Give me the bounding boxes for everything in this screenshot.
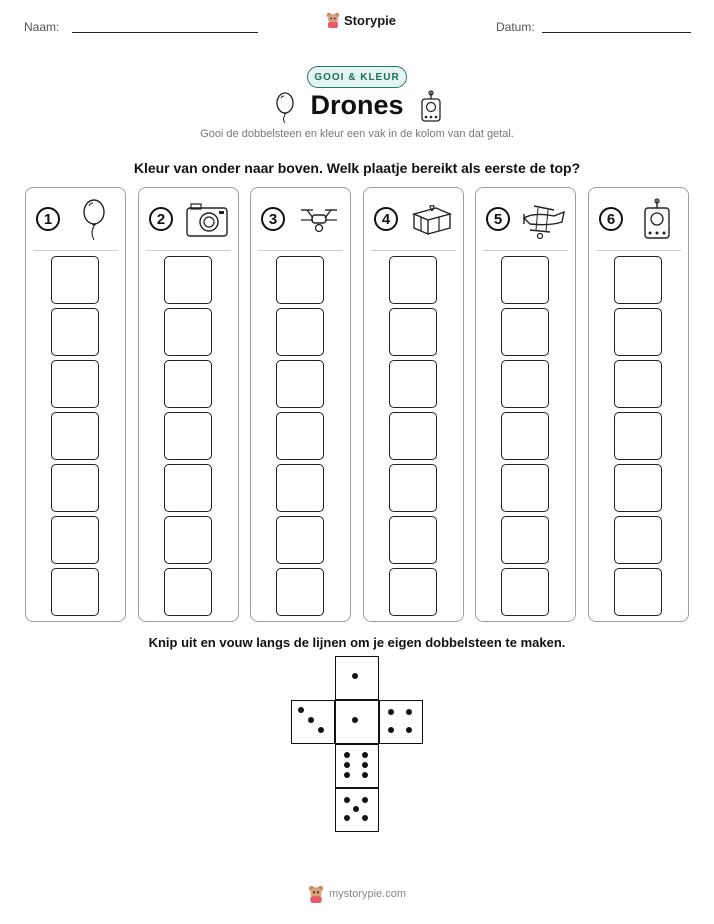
color-box[interactable] (276, 516, 324, 564)
die-pip (352, 717, 358, 723)
date-line (542, 32, 691, 33)
column-header (251, 198, 350, 242)
column-number: 5 (486, 207, 510, 231)
column-number: 3 (261, 207, 285, 231)
color-box[interactable] (501, 256, 549, 304)
color-box[interactable] (614, 568, 662, 616)
column-5 (475, 187, 576, 622)
die-pip (298, 707, 304, 713)
column-divider (146, 250, 231, 251)
page-subtitle: Gooi de dobbelsteen en kleur een vak in de kolom van dat getal. (200, 128, 514, 140)
die-pip (362, 762, 368, 768)
die-pip (362, 797, 368, 803)
instruction-text: Kleur van onder naar boven. Welk plaatje bereikt als eerste de top? (133, 160, 581, 176)
column-number: 4 (374, 207, 398, 231)
column-header (364, 198, 463, 242)
color-box[interactable] (164, 516, 212, 564)
die-pip (344, 752, 350, 758)
brand-name: Storypie (344, 12, 397, 28)
color-box[interactable] (501, 360, 549, 408)
die-pip (353, 806, 359, 812)
color-box[interactable] (276, 360, 324, 408)
color-box[interactable] (51, 256, 99, 304)
color-box[interactable] (389, 308, 437, 356)
color-box[interactable] (614, 516, 662, 564)
color-box[interactable] (51, 360, 99, 408)
color-box[interactable] (51, 464, 99, 512)
name-line (72, 32, 258, 33)
column-divider (33, 250, 118, 251)
die-face-3 (291, 700, 335, 744)
column-divider (371, 250, 456, 251)
name-label: Naam: (24, 20, 60, 34)
die-pip (388, 727, 394, 733)
column-number: 1 (36, 207, 60, 231)
footer-url[interactable]: mystorypie.com (329, 888, 407, 900)
footer (308, 885, 406, 903)
column-header (139, 198, 238, 242)
color-box[interactable] (164, 256, 212, 304)
column-number: 2 (149, 207, 173, 231)
color-box[interactable] (614, 308, 662, 356)
camera-icon (183, 198, 231, 242)
bear-icon (308, 885, 324, 903)
color-box[interactable] (614, 464, 662, 512)
die-face-1 (335, 656, 379, 700)
die-pip (362, 752, 368, 758)
color-box[interactable] (276, 568, 324, 616)
color-box[interactable] (389, 516, 437, 564)
balloon-icon (70, 198, 118, 242)
die-pip (308, 717, 314, 723)
color-box[interactable] (164, 464, 212, 512)
die-face-1 (335, 700, 379, 744)
color-box[interactable] (501, 464, 549, 512)
column-2 (138, 187, 239, 622)
biplane-icon (520, 198, 568, 242)
color-box[interactable] (501, 412, 549, 460)
die-pip (318, 727, 324, 733)
gift-icon (408, 198, 456, 242)
column-divider (258, 250, 343, 251)
color-box[interactable] (276, 256, 324, 304)
die-pip (344, 815, 350, 821)
color-box[interactable] (389, 256, 437, 304)
color-box[interactable] (389, 568, 437, 616)
color-box[interactable] (389, 360, 437, 408)
color-box[interactable] (614, 360, 662, 408)
activity-badge: GOOI & KLEUR (307, 66, 407, 88)
page-title: Drones (310, 90, 404, 120)
die-face-4 (379, 700, 423, 744)
brand-logo (326, 12, 396, 28)
column-header (476, 198, 575, 242)
robot-icon (633, 198, 681, 242)
die-pip (344, 772, 350, 778)
color-box[interactable] (51, 568, 99, 616)
die-pip (362, 815, 368, 821)
column-6 (588, 187, 689, 622)
color-box[interactable] (164, 360, 212, 408)
color-box[interactable] (276, 464, 324, 512)
color-box[interactable] (389, 412, 437, 460)
column-divider (596, 250, 681, 251)
color-box[interactable] (164, 568, 212, 616)
column-1 (25, 187, 126, 622)
color-box[interactable] (51, 516, 99, 564)
color-box[interactable] (164, 412, 212, 460)
column-number: 6 (599, 207, 623, 231)
date-label: Datum: (496, 20, 535, 34)
bear-icon (326, 12, 340, 28)
drone-icon (295, 198, 343, 242)
color-box[interactable] (614, 256, 662, 304)
cut-instruction: Knip uit en vouw langs de lijnen om je eigen dobbelsteen te maken. (148, 635, 566, 650)
color-box[interactable] (501, 308, 549, 356)
die-pip (362, 772, 368, 778)
die-pip (406, 727, 412, 733)
color-box[interactable] (276, 308, 324, 356)
die-pip (344, 762, 350, 768)
color-box[interactable] (51, 412, 99, 460)
column-3 (250, 187, 351, 622)
color-box[interactable] (614, 412, 662, 460)
robot-icon (418, 90, 444, 124)
color-box[interactable] (276, 412, 324, 460)
die-pip (352, 673, 358, 679)
die-face-5 (335, 788, 379, 832)
column-header (26, 198, 125, 242)
color-box[interactable] (164, 308, 212, 356)
column-4 (363, 187, 464, 622)
color-box[interactable] (501, 568, 549, 616)
column-header (589, 198, 688, 242)
color-box[interactable] (51, 308, 99, 356)
column-divider (483, 250, 568, 251)
color-box[interactable] (501, 516, 549, 564)
die-pip (388, 709, 394, 715)
die-face-6 (335, 744, 379, 788)
die-pip (344, 797, 350, 803)
die-pip (406, 709, 412, 715)
color-box[interactable] (389, 464, 437, 512)
